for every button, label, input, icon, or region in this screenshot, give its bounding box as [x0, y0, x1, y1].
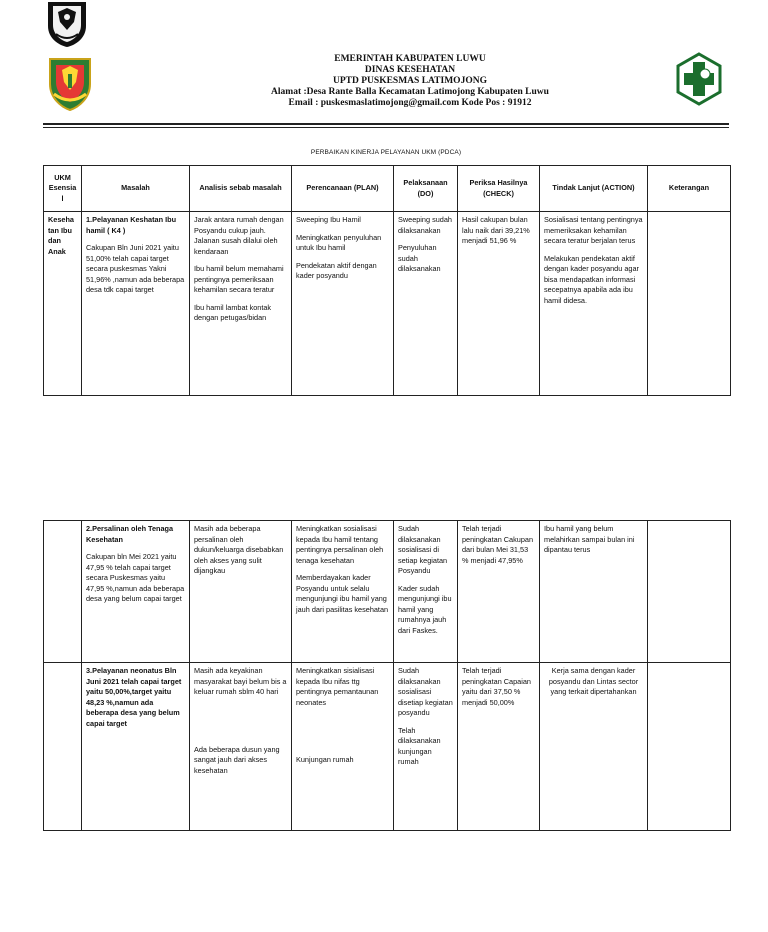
do-item: Penyuluhan sudah dilaksanakan — [398, 243, 441, 273]
letterhead-line-government: EMERINTAH KABUPATEN LUWU — [334, 54, 486, 64]
letterhead-line-address: Alamat :Desa Rante Balla Kecamatan Latimojong Kabupaten Luwu — [271, 87, 549, 97]
column-header-plan: Perencanaan (PLAN) — [292, 166, 394, 212]
regency-emblem-icon — [44, 0, 90, 48]
analisis-item: Ibu hamil belum memahami pentingnya pemeriksaan kehamilan secara teratur — [194, 264, 284, 294]
masalah-body: Cakupan bln Mei 2021 yaitu 47,95 % telah capai target secara Puskesmas yaitu 47,95 %,namun ada beberapa desa yang belum capai target — [86, 552, 185, 603]
puskesmas-cross-icon — [676, 52, 722, 106]
letterhead-line-email: Email : puskesmaslatimojong@gmail.com Kode Pos : 91912 — [288, 98, 532, 108]
ukm-cell: Keseha tan Ibu dan Anak — [44, 212, 82, 396]
masalah-cell — [82, 212, 190, 396]
analisis-item: Masih ada keyakinan masyarakat bayi belum bis a keluar rumah sblm 40 hari — [194, 666, 287, 696]
keterangan-cell — [648, 663, 731, 831]
check-cell — [458, 663, 540, 831]
analisis-item: Ada beberapa dusun yang sangat jauh dari akses kesehatan — [194, 744, 280, 775]
cell-spacer — [296, 715, 389, 755]
pdca-table-continued — [43, 520, 731, 831]
letterhead — [180, 54, 640, 109]
do-cell — [394, 663, 458, 831]
analisis-cell — [190, 521, 292, 663]
check-item: Telah terjadi peningkatan Cakupan dari bulan Mei 31,53 % menjadi 47,95% — [462, 524, 533, 565]
check-cell — [458, 212, 540, 396]
analisis-item: Jarak antara rumah dengan Posyandu cukup jauh. Jalanan susah dilalui oleh kendaraan — [194, 215, 284, 256]
table-row — [44, 212, 731, 396]
table-row — [44, 663, 731, 831]
keterangan-cell — [648, 212, 731, 396]
plan-item: Sweeping Ibu Hamil — [296, 215, 361, 224]
document-title: PERBAIKAN KINERJA PELAYANAN UKM (PDCA) — [310, 149, 462, 156]
plan-item: Memberdayakan kader Posyandu untuk selalu mengunjungi ibu hamil yang jauh dari pasilitas kesehatan — [296, 573, 389, 614]
masalah-cell — [82, 521, 190, 663]
pdca-table — [43, 165, 731, 396]
cell-spacer — [194, 705, 287, 745]
action-item: Ibu hamil yang belum melahirkan sampai bulan ini dipantau terus — [544, 524, 635, 554]
masalah-title: 2.Persalinan oleh Tenaga Kesehatan — [86, 524, 174, 544]
column-header-ukm: UKM Esensia l — [44, 166, 82, 212]
ukm-cell — [44, 521, 82, 663]
do-item: Telah dilaksanakan kunjungan rumah — [398, 725, 441, 766]
do-item: Sudah dilaksanakan sosialisasi disetiap kegiatan posyandu — [398, 666, 453, 717]
action-cell — [540, 663, 648, 831]
column-header-do: Pelaksanaan (DO) — [394, 166, 458, 212]
masalah-title: 1.Pelayanan Keshatan Ibu hamil ( K4 ) — [86, 215, 177, 235]
column-header-analisis: Analisis sebab masalah — [190, 166, 292, 212]
action-item: Sosialisasi tentang pentingnya memeriksakan kehamilan secara teratur berjalan terus — [544, 215, 643, 245]
check-item: Hasil cakupan bulan lalu naik dari 39,21% menjadi 51,96 % — [462, 215, 530, 245]
do-cell — [394, 521, 458, 663]
letterhead-line-agency: DINAS KESEHATAN — [364, 65, 456, 75]
analisis-item: Masih ada beberapa persalinan oleh dukun/keluarga disebabkan oleh akses yang sulit dijangkau — [194, 524, 284, 575]
action-item: Kerja sama dengan kader posyandu dan Lintas sector yang terkait dipertahankan — [548, 666, 639, 696]
analisis-item: Ibu hamil lambat kontak dengan petugas/bidan — [194, 302, 272, 322]
plan-item: Meningkatkan sosialisasi kepada Ibu hamil tentang pentingnya persalinan oleh tenaga kesehatan — [296, 524, 384, 565]
column-header-keterangan: Keterangan — [648, 166, 731, 212]
luwu-regency-emblem-icon — [44, 56, 96, 112]
plan-cell — [292, 521, 394, 663]
do-cell — [394, 212, 458, 396]
do-item: Sudah dilaksanakan sosialisasi di setiap kegiatan Posyandu — [398, 524, 448, 575]
action-item: Melakukan pendekatan aktif dengan kader posyandu agar bisa mendapatkan informasi secepatnya apabila ada ibu hamil didesa. — [544, 253, 639, 305]
column-header-check: Periksa Hasilnya (CHECK) — [458, 166, 540, 212]
masalah-cell — [82, 663, 190, 831]
plan-item: Meningkatkan sisialisasi kepada Ibu nifas ttg pentingnya pemantaunan neonates — [296, 666, 379, 707]
plan-item: Pendekatan aktif dengan kader posyandu — [296, 260, 377, 280]
plan-cell — [292, 212, 394, 396]
table-row — [44, 521, 731, 663]
column-header-masalah: Masalah — [82, 166, 190, 212]
analisis-cell — [190, 663, 292, 831]
plan-item: Meningkatkan penyuluhan untuk Ibu hamil — [296, 232, 382, 252]
letterhead-line-unit: UPTD PUSKESMAS LATIMOJONG — [333, 76, 487, 86]
keterangan-cell — [648, 521, 731, 663]
table-header-row — [44, 166, 731, 212]
masalah-title: 3.Pelayanan neonatus Bln Juni 2021 telah capai target yaitu 50,00%,target yaitu 48,23 %,namun ada beberapa desa yang belum capai target — [86, 666, 182, 728]
do-item: Sweeping sudah dilaksanakan — [398, 215, 452, 235]
check-item: Telah terjadi peningkatan Capaian yaitu dari 37,50 % menjadi 50,00% — [462, 666, 531, 707]
ukm-cell — [44, 663, 82, 831]
do-item: Kader sudah mengunjungi ibu hamil yang rumahnya jauh dari Faskes. — [398, 583, 452, 635]
check-cell — [458, 521, 540, 663]
analisis-cell — [190, 212, 292, 396]
column-header-action: Tindak Lanjut (ACTION) — [540, 166, 648, 212]
action-cell — [540, 521, 648, 663]
masalah-body: Cakupan Bln Juni 2021 yaitu 51,00% telah capai target secara puskesmas Yakni 51,96% ,namun ada beberapa desa tdk capai target — [86, 243, 185, 294]
plan-item: Kunjungan rumah — [296, 755, 354, 764]
letterhead-rule-thin — [43, 127, 729, 128]
plan-cell — [292, 663, 394, 831]
action-cell — [540, 212, 648, 396]
letterhead-rule-thick — [43, 123, 729, 125]
